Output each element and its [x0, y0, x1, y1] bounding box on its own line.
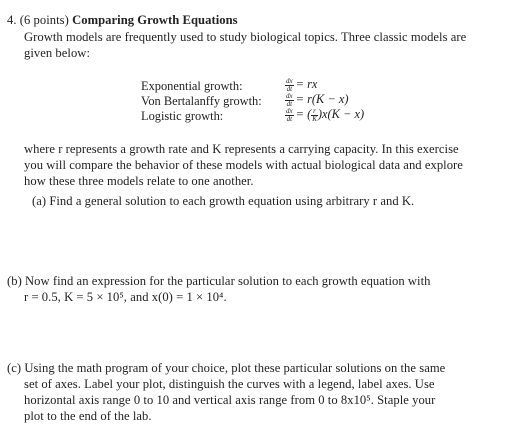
part-c-line-2: set of axes. Label your plot, distinguish the curves with a legend, label axes. Use	[24, 377, 435, 391]
explanation-line-1: where r represents a growth rate and K represents a carrying capacity. In this exercise	[24, 142, 459, 156]
equation-label-logistic: Logistic growth:	[141, 109, 224, 123]
equation-label-bertalanffy: Von Bertalanffy growth:	[141, 94, 262, 108]
equation-logistic: $\frac{dx}{dt}$ = ( $\frac{r}{K}$ )x(K − x)	[286, 106, 365, 123]
part-c-line-1: (c) Using the math program of your choice, plot these particular solutions on the same	[7, 361, 446, 375]
part-c-line-4: plot to the end of the lab.	[24, 409, 152, 423]
problem-header	[7, 12, 238, 28]
part-a-text: (a) Find a general solution to each growth equation using arbitrary r and K.	[32, 194, 415, 208]
intro-line-1: Growth models are frequently used to study biological topics. Three classic models are	[24, 30, 467, 44]
intro-line-2: given below:	[24, 46, 91, 60]
problem-points: (6 points)	[19, 13, 69, 27]
equation-label-exponential: Exponential growth:	[141, 79, 243, 93]
equation-bertalanffy: $\frac{dx}{dt}$ = r(K − x)	[286, 91, 349, 108]
rate-over-capacity-fraction: $\frac{r}{K}$	[312, 106, 317, 123]
explanation-line-2: you will compare the behavior of these models with actual biological data and explore	[24, 158, 463, 172]
part-b-line-1: (b) Now find an expression for the particular solution to each growth equation with	[7, 274, 431, 288]
part-b-line-2: r = 0.5, K = 5 × 10⁵, and x(0) = 1 × 10⁴.	[24, 290, 227, 304]
problem-number: 4.	[7, 13, 17, 27]
problem-title: Comparing Growth Equations	[72, 13, 238, 27]
part-c-line-3: horizontal axis range 0 to 10 and vertical axis range from 0 to 8x10⁵. Staple your	[24, 393, 436, 407]
derivative-fraction: $\frac{dx}{dt}$	[286, 91, 293, 108]
explanation-line-3: how these three models relate to one another.	[24, 174, 254, 188]
derivative-fraction: $\frac{dx}{dt}$	[286, 106, 293, 123]
derivative-fraction: $\frac{dx}{dt}$	[286, 76, 293, 93]
equation-exponential: $\frac{dx}{dt}$ = rx	[286, 76, 318, 93]
